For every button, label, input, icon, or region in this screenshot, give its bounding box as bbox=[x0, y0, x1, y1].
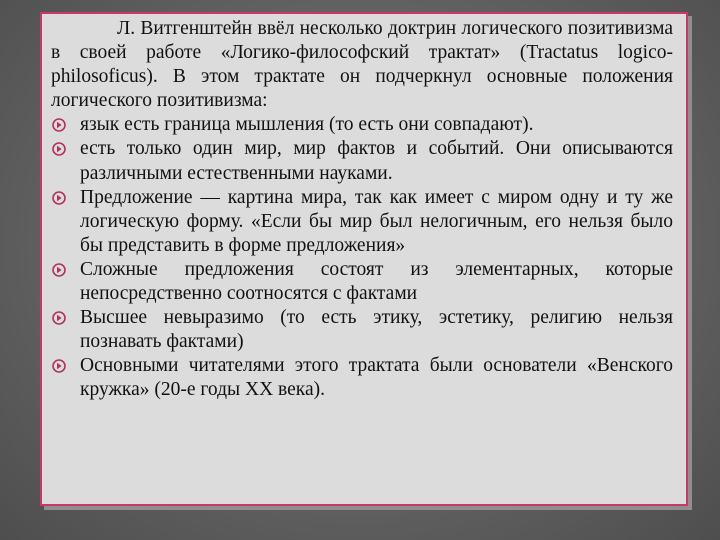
slide-content bbox=[51, 17, 673, 403]
bullet-text: Высшее невыразимо (то есть этику, эстетику, религию нельзя познавать фактами) bbox=[80, 307, 673, 353]
bullet-text: Предложение — картина мира, так как имеет с миром одну и ту же логическую форму. «Если бы мир был нелогичным, его нельзя было бы представить в форме предложения» bbox=[80, 186, 673, 256]
bullet-list bbox=[51, 113, 673, 402]
bullet-item bbox=[51, 137, 673, 185]
bullet-item bbox=[51, 258, 673, 306]
intro-paragraph: Л. Витгенштейн ввёл несколько доктрин логического позитивизма в своей работе «Логико-философский трактат» (Tractatus logico-philosoficus). В этом трактате он подчеркнул основные положения логического позитивизма: bbox=[51, 18, 673, 112]
text-panel bbox=[40, 12, 688, 506]
circled-arrow-icon bbox=[52, 263, 66, 277]
circled-arrow-icon bbox=[52, 142, 66, 156]
bullet-item bbox=[51, 186, 673, 258]
bullet-text: язык есть граница мышления (то есть они совпадают). bbox=[80, 114, 534, 136]
circled-arrow-icon bbox=[52, 118, 66, 132]
bullet-item bbox=[51, 306, 673, 354]
circled-arrow-icon bbox=[52, 191, 66, 205]
bullet-text: Сложные предложения состоят из элементарных, которые непосредственно соотносятся с фактами bbox=[80, 258, 673, 305]
circled-arrow-icon bbox=[52, 359, 66, 373]
bullet-item bbox=[51, 354, 673, 402]
circled-arrow-icon bbox=[52, 311, 66, 325]
bullet-text: Основными читателями этого трактата были основатели «Венского кружка» (20-е годы XX века). bbox=[80, 355, 673, 401]
bullet-text: есть только один мир, мир фактов и событий. Они описываются различными естественными науками. bbox=[80, 138, 673, 184]
bullet-item bbox=[51, 113, 673, 137]
